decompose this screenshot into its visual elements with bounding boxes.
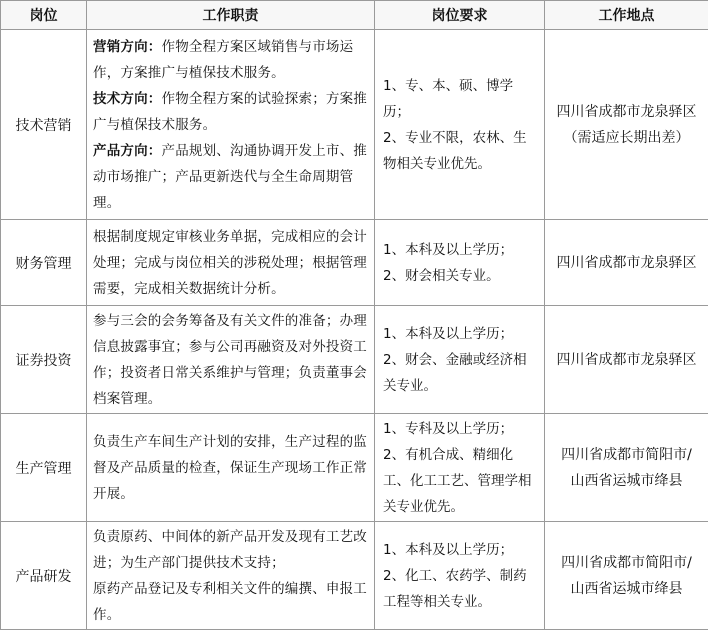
requirement-line: 2、化工、农药学、制药工程等相关专业。 (383, 567, 527, 610)
duty-label: 营销方向： (93, 38, 162, 55)
requirements-cell (375, 220, 545, 306)
location-cell (545, 30, 708, 220)
requirement-line: 1、专科及以上学历； (383, 420, 514, 437)
duty-item (93, 308, 368, 412)
duty-text: 参与三会的会务筹备及有关文件的准备；办理信息披露事宜；参与公司再融资及对外投资工作；投资者日常关系维护与管理；负责董事会档案管理。 (93, 312, 367, 407)
duty-text: 作物全程方案的试验探索；方案推广与植保技术服务。 (93, 90, 367, 133)
location-line: 山西省运城市绛县 (570, 472, 683, 489)
duty-cell (87, 30, 375, 220)
header-requirements: 岗位要求 (375, 1, 545, 30)
duty-cell (87, 306, 375, 414)
table-row (1, 306, 708, 414)
location-line: 四川省成都市龙泉驿区 (556, 351, 697, 368)
duty-text: 原药产品登记及专利相关文件的编撰、申报工作。 (93, 580, 367, 623)
duty-item (93, 429, 368, 507)
requirements-cell (375, 306, 545, 414)
duty-item (93, 86, 368, 138)
table-row (1, 30, 708, 220)
duty-item (93, 576, 368, 628)
header-location: 工作地点 (545, 1, 708, 30)
location-cell (545, 414, 708, 522)
requirement-line: 1、本科及以上学历； (383, 325, 514, 342)
duty-cell (87, 522, 375, 630)
duty-label: 产品方向： (93, 142, 162, 159)
location-line: 山西省运城市绛县 (570, 580, 683, 597)
duty-item (93, 138, 368, 216)
role-cell: 证券投资 (1, 306, 87, 414)
duty-text: 作物全程方案区域销售与市场运作，方案推广与植保技术服务。 (93, 38, 354, 81)
table-row (1, 414, 708, 522)
duty-item (93, 224, 368, 302)
table-header-row (1, 1, 708, 30)
role-cell: 产品研发 (1, 522, 87, 630)
duty-cell (87, 414, 375, 522)
location-cell (545, 220, 708, 306)
role-cell: 技术营销 (1, 30, 87, 220)
location-line: 四川省成都市简阳市/ (561, 446, 692, 463)
requirement-line: 1、本科及以上学历； (383, 241, 514, 258)
duty-text: 负责生产车间生产计划的安排，生产过程的监督及产品质量的检查，保证生产现场工作正常开展。 (93, 433, 367, 502)
requirements-cell (375, 30, 545, 220)
requirement-line: 2、财会、金融或经济相关专业。 (383, 351, 527, 394)
role-cell: 生产管理 (1, 414, 87, 522)
location-line: 四川省成都市龙泉驿区 (556, 103, 697, 120)
duty-cell (87, 220, 375, 306)
duty-item (93, 34, 368, 86)
duty-label: 技术方向： (93, 90, 162, 107)
header-role: 岗位 (1, 1, 87, 30)
table-row (1, 522, 708, 630)
duty-text: 产品规划、沟通协调开发上市、推动市场推广；产品更新迭代与全生命周期管理。 (93, 142, 367, 211)
duty-text: 负责原药、中间体的新产品开发及现有工艺改进；为生产部门提供技术支持； (93, 528, 367, 571)
table-row (1, 220, 708, 306)
requirement-line: 1、本科及以上学历； (383, 541, 514, 558)
role-cell: 财务管理 (1, 220, 87, 306)
location-line: 四川省成都市简阳市/ (561, 554, 692, 571)
location-line: 四川省成都市龙泉驿区 (556, 254, 697, 271)
location-cell (545, 522, 708, 630)
location-line: （需适应长期出差） (563, 129, 690, 146)
duty-item (93, 524, 368, 576)
location-cell (545, 306, 708, 414)
requirement-line: 2、财会相关专业。 (383, 267, 500, 284)
requirement-line: 2、有机合成、精细化工、化工工艺、管理学相关专业优先。 (383, 446, 532, 515)
requirements-cell (375, 522, 545, 630)
duty-text: 根据制度规定审核业务单据，完成相应的会计处理；完成与岗位相关的涉税处理；根据管理需要，完成相关数据统计分析。 (93, 228, 367, 297)
requirement-line: 2、专业不限，农林、生物相关专业优先。 (383, 129, 527, 172)
requirements-cell (375, 414, 545, 522)
requirement-line: 1、专、本、硕、博学历； (383, 77, 514, 120)
header-duty: 工作职责 (87, 1, 375, 30)
